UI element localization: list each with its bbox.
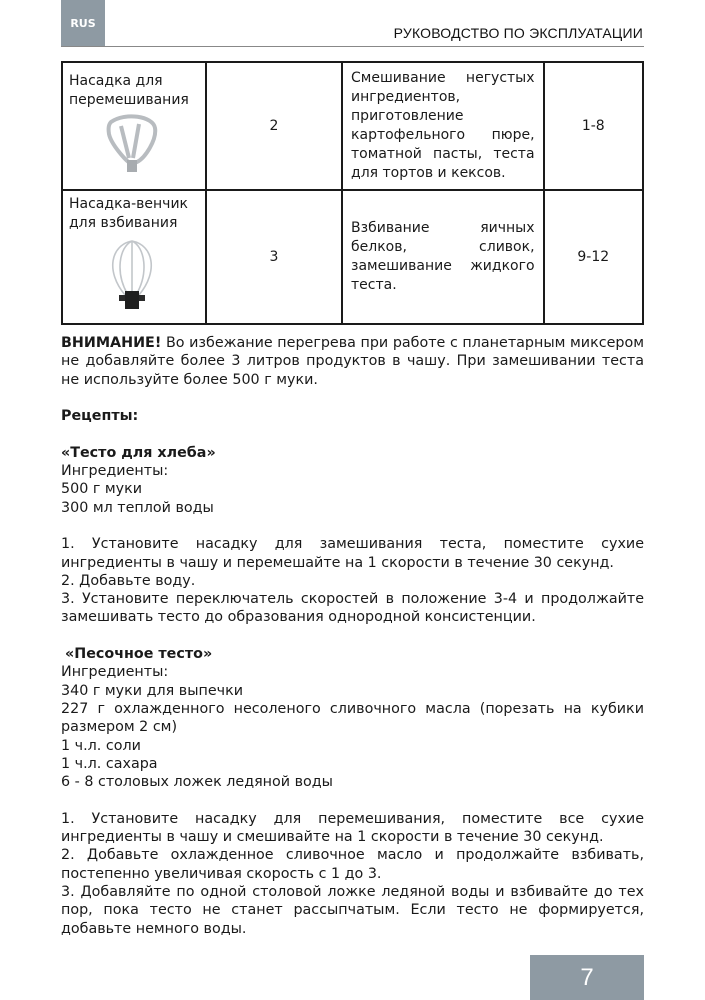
- ingredients-label: Ингредиенты:: [61, 664, 169, 681]
- recipes-heading: [61, 407, 644, 425]
- ingredient-item: 340 г муки для выпечки: [61, 682, 244, 699]
- attachment-count: 3: [206, 190, 342, 324]
- page-number: 7: [530, 955, 644, 1000]
- attachment-description: Взбивание яичных белков, сливок, замешивание жидкого теста.: [342, 190, 544, 324]
- attachment-description: Смешивание негустых ингредиентов, приготовление картофельного пюре, томатной пасты, теста для тортов и кексов.: [342, 62, 544, 190]
- body-content: [61, 334, 644, 956]
- attachments-table: [61, 61, 644, 325]
- step-item: 1. Установите насадку для замешивания теста, поместите сухие ингредиенты в чашу и перемешайте на 1 скорости в течение 30 секунд.: [61, 536, 644, 571]
- warning-label: ВНИМАНИЕ!: [61, 335, 162, 351]
- table-row: [62, 62, 643, 190]
- ingredient-item: 1 ч.л. соли: [61, 737, 141, 754]
- attachment-name: Насадка-венчик для взбивания: [69, 196, 188, 231]
- attachment-speed: 1-8: [544, 62, 643, 190]
- attachment-count: 2: [206, 62, 342, 190]
- page-header-title: РУКОВОДСТВО ПО ЭКСПЛУАТАЦИИ: [393, 25, 643, 41]
- ingredient-item: 227 г охлажденного несоленого сливочного масла (порезать на кубики размером 2 см): [61, 700, 644, 736]
- recipe-bread: [61, 444, 644, 517]
- ingredient-item: 6 - 8 столовых ложек ледяной воды: [61, 774, 333, 791]
- table-row: [62, 190, 643, 324]
- recipe-title: «Песочное тесто»: [65, 646, 213, 663]
- whisk-icon: [69, 237, 199, 319]
- attachment-name-cell: [62, 62, 206, 190]
- warning-text: Во избежание перегрева при работе с планетарным миксером не добавляйте более 3 литров продуктов в чашу. При замешивании теста не используйте более 500 г муки.: [61, 335, 644, 388]
- flat-beater-icon: [69, 114, 199, 180]
- step-item: 2. Добавьте охлажденное сливочное масло и продолжайте взбивать, постепенно увеличивая скорость с 1 до 3.: [61, 847, 644, 882]
- ingredient-item: 300 мл теплой воды: [61, 499, 214, 516]
- step-item: 1. Установите насадку для перемешивания, поместите все сухие ингредиенты в чашу и смешивайте на 1 скорости в течение 30 секунд.: [61, 810, 644, 846]
- attachment-name: Насадка для перемешивания: [69, 73, 189, 108]
- recipe-bread-steps: [61, 535, 644, 626]
- step-item: 3. Установите переключатель скоростей в положение 3-4 и продолжайте замешивать тесто до образования однородной консистенции.: [61, 591, 644, 626]
- ingredient-item: 500 г муки: [61, 481, 143, 498]
- language-tab: RUS: [61, 0, 105, 46]
- recipe-shortcrust: [61, 645, 644, 791]
- ingredient-item: 1 ч.л. сахара: [61, 755, 158, 772]
- attachment-speed: 9-12: [544, 190, 643, 324]
- step-item: 3. Добавляйте по одной столовой ложке ледяной воды и взбивайте до тех пор, пока тесто не станет рассыпчатым. Если тесто не формируется, добавьте немного воды.: [61, 883, 644, 937]
- attachment-name-cell: [62, 190, 206, 324]
- recipe-title: «Тесто для хлеба»: [61, 444, 216, 461]
- ingredients-label: Ингредиенты:: [61, 463, 169, 480]
- recipes-title: Рецепты:: [61, 408, 139, 425]
- step-item: 2. Добавьте воду.: [61, 572, 196, 589]
- recipe-shortcrust-steps: [61, 810, 644, 938]
- header-divider: [61, 46, 644, 47]
- warning-paragraph: [61, 334, 644, 389]
